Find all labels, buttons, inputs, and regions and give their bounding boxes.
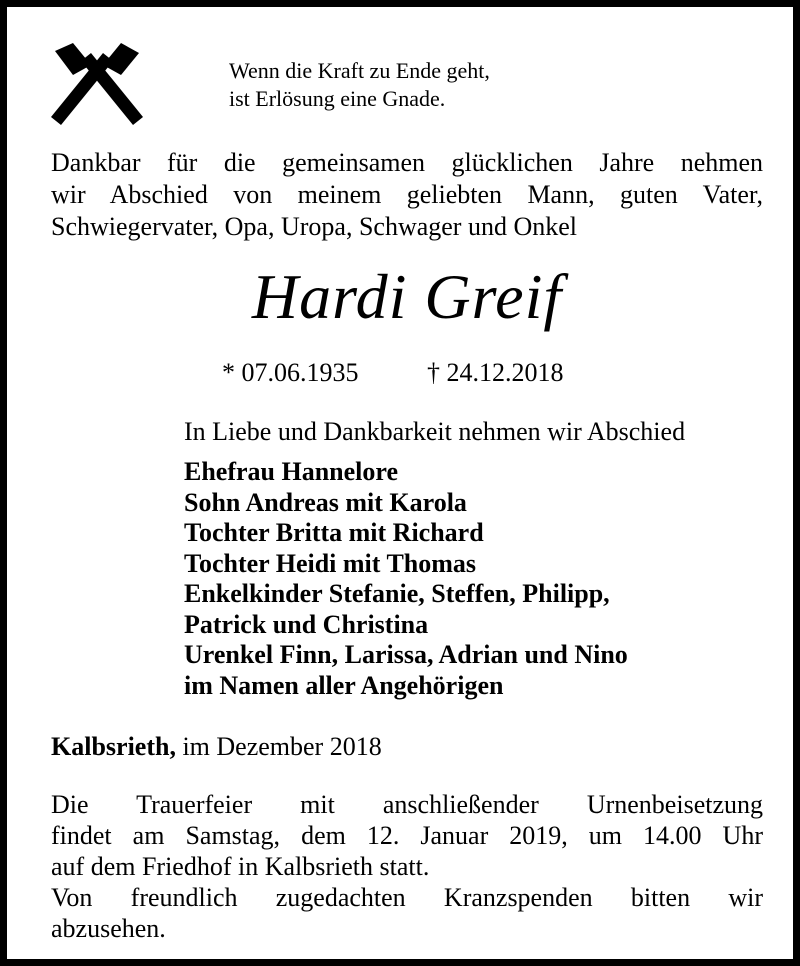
intro-text: [51, 147, 763, 243]
mourner-line: Enkelkinder Stefanie, Steffen, Philipp,: [184, 579, 610, 608]
mourner-line: Patrick und Christina: [184, 609, 429, 639]
motto: [229, 57, 490, 113]
deceased-name: Hardi Greif: [251, 261, 563, 332]
death-date: † 24.12.2018: [427, 358, 564, 387]
mourner-line: Sohn Andreas mit Karola: [184, 487, 467, 517]
service-line: Von freundlich zugedachten Kranzspenden bitten wir: [51, 883, 763, 912]
crossed-hammers-icon: [51, 41, 143, 127]
service-info: [51, 789, 763, 944]
intro-line: Dankbar für die gemeinsamen glücklichen Jahre nehmen: [51, 148, 763, 177]
motto-line: ist Erlösung eine Gnade.: [229, 86, 446, 111]
service-line: abzusehen.: [51, 914, 166, 943]
place-month: im Dezember 2018: [182, 732, 382, 761]
mourner-line: Tochter Britta mit Richard: [184, 518, 484, 547]
intro-line: wir Abschied von meinem geliebten Mann, guten Vater,: [51, 180, 763, 209]
service-line: auf dem Friedhof in Kalbsrieth statt.: [51, 852, 430, 881]
service-line: findet am Samstag, dem 12. Januar 2019, um 14.00 Uhr: [51, 821, 763, 850]
service-line: Die Trauerfeier mit anschließender Urnenbeisetzung: [51, 790, 763, 819]
mourner-line: Urenkel Finn, Larissa, Adrian und Nino: [184, 640, 628, 669]
place-town: Kalbsrieth,: [51, 732, 176, 761]
place-date: [51, 730, 382, 764]
mourner-line: im Namen aller Angehörigen: [184, 670, 504, 700]
mourner-line: Tochter Heidi mit Thomas: [184, 548, 477, 578]
birth-date: * 07.06.1935: [222, 358, 359, 387]
mourners-intro: In Liebe und Dankbarkeit nehmen wir Abschied: [184, 417, 686, 446]
intro-line: Schwiegervater, Opa, Uropa, Schwager und Onkel: [51, 212, 578, 241]
mourner-line: Ehefrau Hannelore: [184, 457, 399, 486]
mourners-list: [184, 457, 628, 701]
motto-line: Wenn die Kraft zu Ende geht,: [229, 58, 490, 83]
